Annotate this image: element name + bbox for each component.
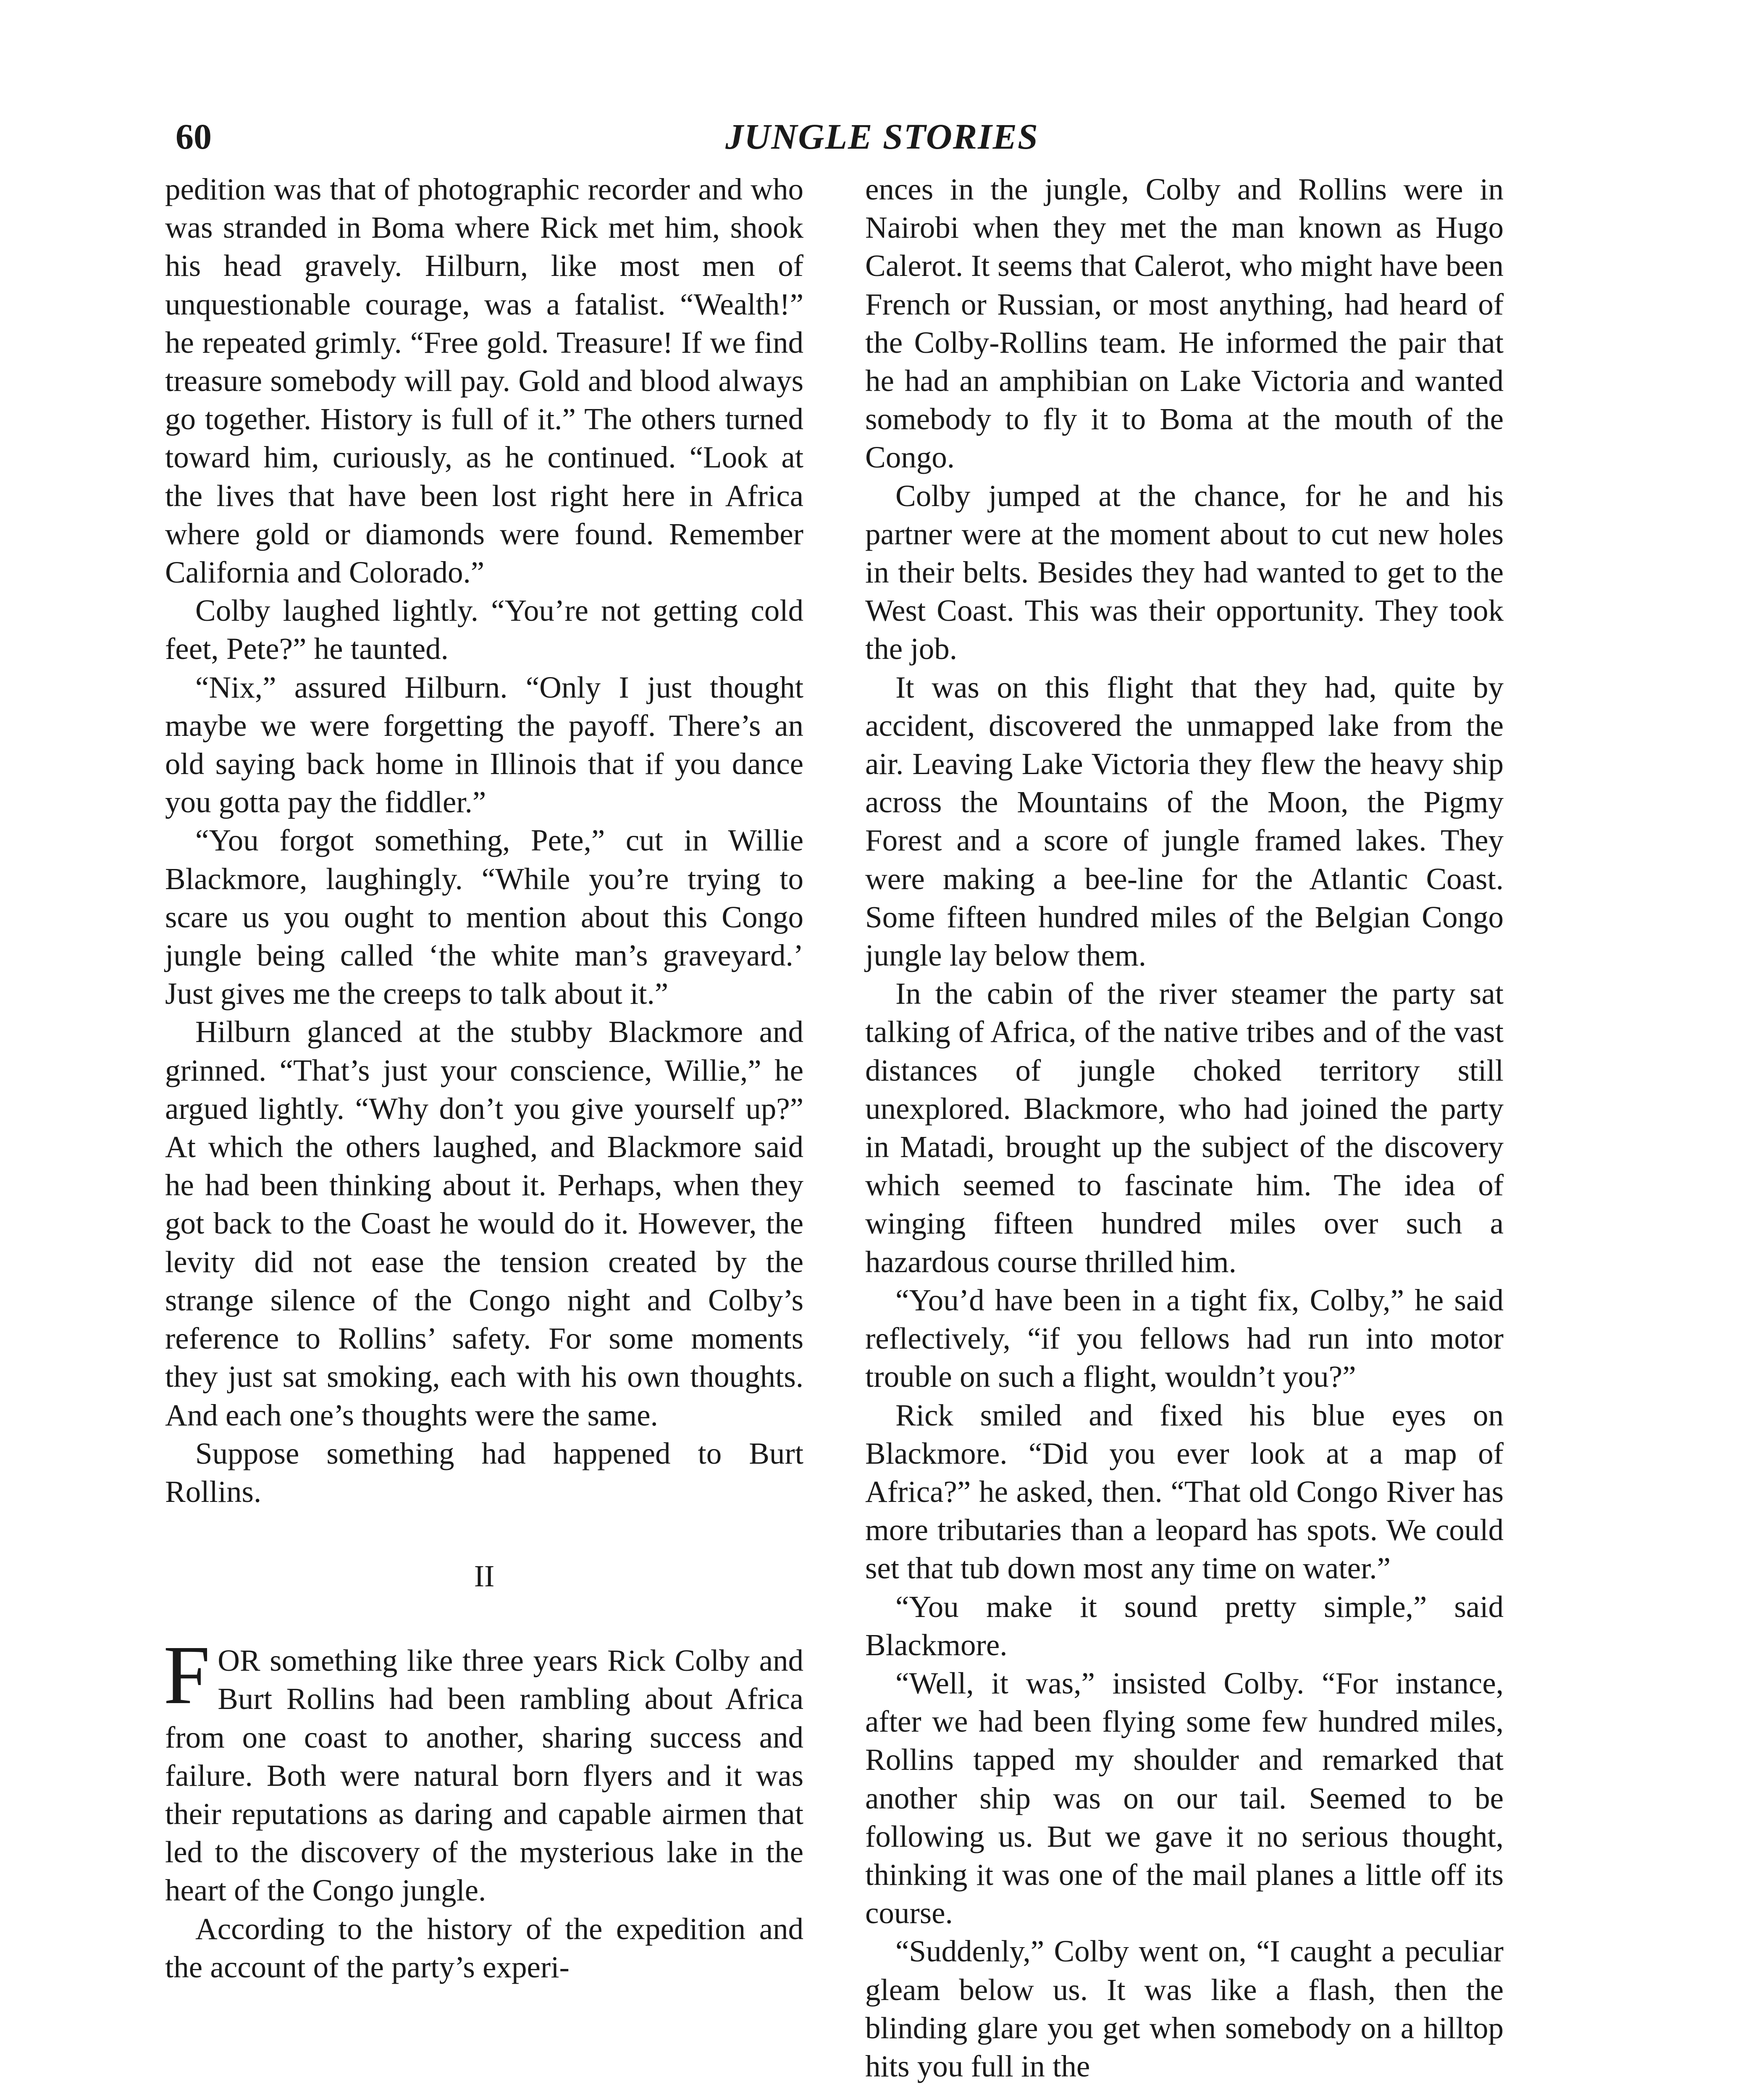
paragraph: According to the history of the expedition and the account of the party’s experi- bbox=[165, 1911, 803, 1984]
paragraph: “You forgot something, Pete,” cut in Willie Blackmore, laughingly. “While you’re trying to scare us you ought to mention about this Congo jungle being called ‘the white man’s graveyard.’ Just gives me the creeps to talk about it.” bbox=[165, 823, 803, 1011]
paragraph: pedition was that of photographic recorder and who was stranded in Boma where Rick met him, shook his head gravely. Hilburn, like most men of unquestionable courage, was a fatalist. “Wealth!” he repeated grimly. “Free gold. Treasure! If we find treasure somebody will pay. Gold and blood always go together. History is full of it.” The others turned toward him, curiously, as he continued. “Look at the lives that have been lost right here in Africa where gold or diamonds were found. Remember California and Colorado.” bbox=[165, 172, 803, 590]
paragraph: It was on this flight that they had, quite by accident, discovered the unmapped lake from the air. Leaving Lake Victoria they flew the heavy ship across the Mountains of the Moon, the Pigmy Forest and a score of jungle framed lakes. They were making a bee-line for the Atlantic Coast. Some fifteen hundred miles of the Belgian Congo jungle lay below them. bbox=[865, 670, 1504, 973]
paragraph: Hilburn glanced at the stubby Blackmore and grinned. “That’s just your conscience, Willie,” he argued lightly. “Why don’t you give yourself up?” At which the others laughed, and Blackmore said he had been thinking about it. Perhaps, when they got back to the Coast he would do it. However, the levity did not ease the tension created by the strange silence of the Congo night and Colby’s reference to Rollins’ safety. For some moments they just sat smoking, each with his own thoughts. And each one’s thoughts were the same. bbox=[165, 1015, 803, 1432]
paragraph: “Suddenly,” Colby went on, “I caught a peculiar gleam below us. It was like a flash, then the blinding glare you get when somebody on a hilltop hits you full in the bbox=[865, 1934, 1504, 2083]
paragraph-with-drop-cap bbox=[163, 1629, 803, 1909]
running-title: JUNGLE STORIES bbox=[725, 116, 1039, 157]
paragraph: ences in the jungle, Colby and Rollins were in Nairobi when they met the man known as Hugo Calerot. It seems that Calerot, who might have been French or Russian, or most anything, had heard of the Colby-Rollins team. He informed the pair that he had an amphibian on Lake Victoria and wanted somebody to fly it to Boma at the mouth of the Congo. bbox=[865, 172, 1504, 475]
paragraph: “Nix,” assured Hilburn. “Only I just thought maybe we were forgetting the payoff. There’s an old saying back home in Illinois that if you dance you gotta pay the fiddler.” bbox=[165, 670, 803, 819]
paragraph: “You make it sound pretty simple,” said Blackmore. bbox=[865, 1589, 1504, 1662]
drop-cap: F bbox=[163, 1629, 210, 1722]
paragraph: Suppose something had happened to Burt Rollins. bbox=[165, 1436, 803, 1509]
paragraph: Colby laughed lightly. “You’re not getting cold feet, Pete?” he taunted. bbox=[165, 593, 803, 666]
paragraph: Colby jumped at the chance, for he and his partner were at the moment about to cut new holes in their belts. Besides they had wanted to get to the West Coast. This was their opportunity. They took the job. bbox=[865, 478, 1504, 666]
right-column bbox=[865, 170, 1504, 2085]
section-heading: II bbox=[474, 1559, 495, 1593]
paragraph-text: OR something like three years Rick Colby and Burt Rollins had been rambling about Africa from one coast to another, sharing success and failure. Both were natural born flyers and it was their reputations as daring and capable airmen that led to the discovery of the mysterious lake in the heart of the Congo jungle. bbox=[165, 1643, 803, 1908]
page-number: 60 bbox=[176, 116, 212, 157]
paragraph: “Well, it was,” insisted Colby. “For instance, after we had been flying some few hundred miles, Rollins tapped my shoulder and remarked that another ship was on our tail. Seemed to be following us. But we gave it no serious thought, thinking it was one of the mail planes a little off its course. bbox=[865, 1666, 1504, 1930]
left-column bbox=[165, 170, 803, 1986]
paragraph: Rick smiled and fixed his blue eyes on Blackmore. “Did you ever look at a map of Africa?” he asked, then. “That old Congo River has more tributaries than a leopard has spots. We could set that tub down most any time on water.” bbox=[865, 1398, 1504, 1586]
paragraph: In the cabin of the river steamer the party sat talking of Africa, of the native tribes and of the vast distances of jungle choked territory still unexplored. Blackmore, who had joined the party in Matadi, brought up the subject of the discovery which seemed to fascinate him. The idea of winging fifteen hundred miles over such a hazardous course thrilled him. bbox=[865, 976, 1504, 1279]
paragraph: “You’d have been in a tight fix, Colby,” he said reflectively, “if you fellows had run into motor trouble on such a flight, wouldn’t you?” bbox=[865, 1283, 1504, 1394]
